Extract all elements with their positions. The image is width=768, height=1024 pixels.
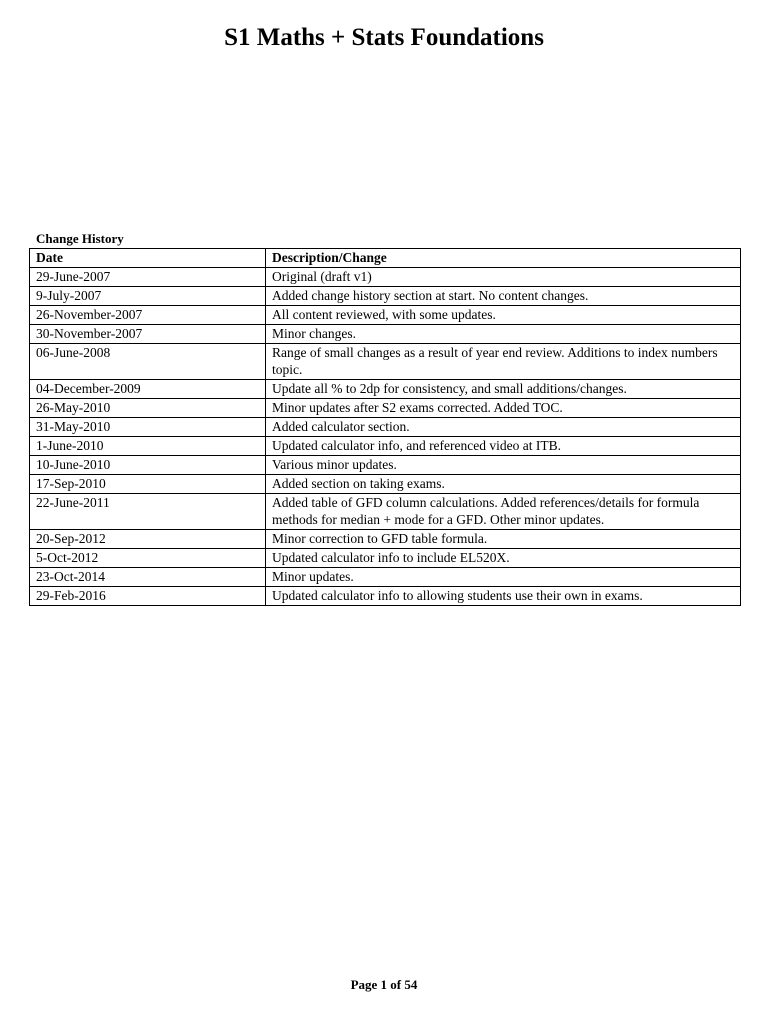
table-row bbox=[30, 418, 741, 437]
cell-date: 17-Sep-2010 bbox=[30, 475, 266, 494]
cell-description: All content reviewed, with some updates. bbox=[266, 306, 741, 325]
cell-date: 26-May-2010 bbox=[30, 399, 266, 418]
cell-date: 04-December-2009 bbox=[30, 380, 266, 399]
cell-description: Original (draft v1) bbox=[266, 268, 741, 287]
cell-description: Range of small changes as a result of year end review. Additions to index numbers topic. bbox=[266, 344, 741, 380]
column-header-date: Date bbox=[30, 249, 266, 268]
table-row bbox=[30, 549, 741, 568]
cell-date: 9-July-2007 bbox=[30, 287, 266, 306]
cell-date: 5-Oct-2012 bbox=[30, 549, 266, 568]
page-number: Page 1 of 54 bbox=[350, 977, 418, 992]
document-title: S1 Maths + Stats Foundations bbox=[224, 24, 544, 51]
table-row bbox=[30, 456, 741, 475]
cell-description: Added table of GFD column calculations. Added references/details for formula methods for median + mode for a GFD. Other minor updates. bbox=[266, 494, 741, 530]
cell-description: Minor changes. bbox=[266, 325, 741, 344]
cell-description: Minor correction to GFD table formula. bbox=[266, 530, 741, 549]
table-row bbox=[30, 268, 741, 287]
cell-description: Various minor updates. bbox=[266, 456, 741, 475]
table-row bbox=[30, 325, 741, 344]
cell-date: 1-June-2010 bbox=[30, 437, 266, 456]
table-row bbox=[30, 587, 741, 606]
table-row bbox=[30, 530, 741, 549]
cell-description: Update all % to 2dp for consistency, and small additions/changes. bbox=[266, 380, 741, 399]
change-history-heading: Change History bbox=[36, 231, 124, 246]
table-row bbox=[30, 399, 741, 418]
table-row bbox=[30, 494, 741, 530]
table-row bbox=[30, 568, 741, 587]
change-history-table bbox=[29, 248, 741, 606]
cell-description: Added calculator section. bbox=[266, 418, 741, 437]
change-history-header bbox=[30, 249, 741, 268]
cell-date: 06-June-2008 bbox=[30, 344, 266, 380]
cell-date: 10-June-2010 bbox=[30, 456, 266, 475]
cell-date: 29-June-2007 bbox=[30, 268, 266, 287]
table-row bbox=[30, 344, 741, 380]
cell-date: 31-May-2010 bbox=[30, 418, 266, 437]
cell-description: Updated calculator info to include EL520X. bbox=[266, 549, 741, 568]
cell-date: 29-Feb-2016 bbox=[30, 587, 266, 606]
cell-description: Added change history section at start. No content changes. bbox=[266, 287, 741, 306]
table-row bbox=[30, 475, 741, 494]
cell-date: 30-November-2007 bbox=[30, 325, 266, 344]
cell-date: 22-June-2011 bbox=[30, 494, 266, 530]
table-row bbox=[30, 380, 741, 399]
cell-date: 20-Sep-2012 bbox=[30, 530, 266, 549]
table-row bbox=[30, 306, 741, 325]
table-header-row bbox=[30, 249, 741, 268]
cell-date: 26-November-2007 bbox=[30, 306, 266, 325]
cell-description: Minor updates. bbox=[266, 568, 741, 587]
cell-description: Added section on taking exams. bbox=[266, 475, 741, 494]
column-header-description: Description/Change bbox=[266, 249, 741, 268]
cell-description: Updated calculator info to allowing students use their own in exams. bbox=[266, 587, 741, 606]
table-row bbox=[30, 287, 741, 306]
table-row bbox=[30, 437, 741, 456]
cell-date: 23-Oct-2014 bbox=[30, 568, 266, 587]
cell-description: Minor updates after S2 exams corrected. Added TOC. bbox=[266, 399, 741, 418]
cell-description: Updated calculator info, and referenced video at ITB. bbox=[266, 437, 741, 456]
change-history-body bbox=[30, 268, 741, 606]
